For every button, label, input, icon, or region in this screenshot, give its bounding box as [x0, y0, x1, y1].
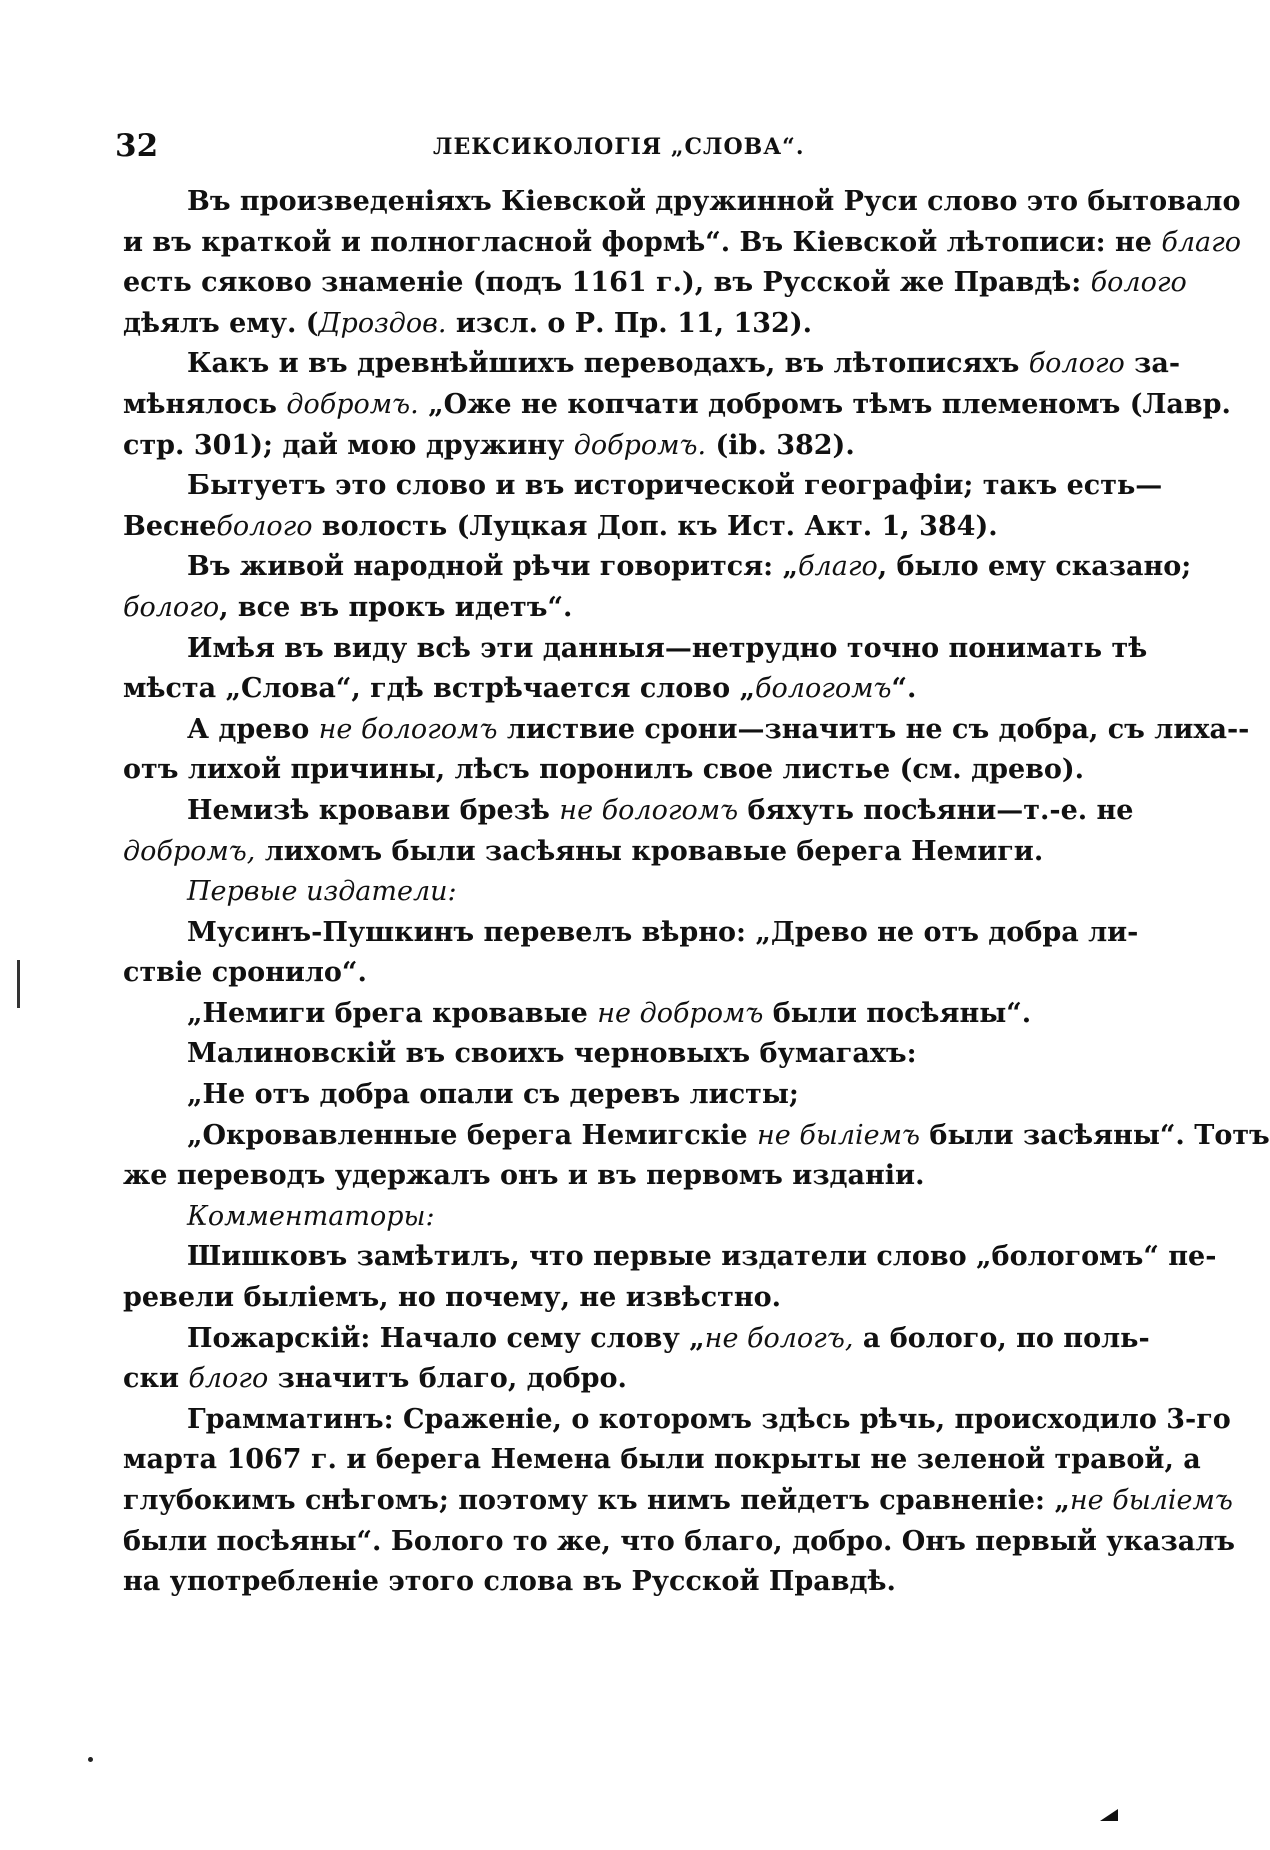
heading-commentators: [123, 1197, 1016, 1238]
text-line: мѣста „Слова“, гдѣ встрѣчается слово „бологомъ“.: [123, 673, 917, 705]
text-line: были посѣяны“. Бологo то же, что благо, добро. Онъ первый указалъ: [123, 1525, 1236, 1557]
paragraph-pozharsky: [123, 1319, 1150, 1400]
paragraph-nemiga-quote: [123, 994, 1032, 1035]
text-line: „Окровавленные берега Немигскіе не быліемъ были засѣяны“. Тотъ: [187, 1119, 1270, 1151]
text-line: Малиновскій въ своихъ черновыхъ бумагахъ:: [187, 1038, 917, 1070]
paragraph-kiev-usage: [123, 182, 1242, 344]
text-line: Грамматинъ: Сраженіе, о которомъ здѣсь рѣчь, происходило 3-го: [187, 1403, 1231, 1435]
margin-scan-mark: [17, 960, 20, 1008]
text-line: А древо не бологомъ листвие срони—значитъ не съ добра, съ лиха--: [187, 713, 1250, 745]
text-line: и въ краткой и полногласной формѣ“. Въ Кіевской лѣтописи: не благо: [123, 226, 1242, 258]
text-line: дѣялъ ему. (Дроздов. изсл. о Р. Пр. 11, 132).: [123, 307, 812, 339]
page-header: [115, 128, 1025, 168]
text-line: же переводъ удержалъ онъ и въ первомъ изданіи.: [123, 1160, 925, 1192]
paragraph-ancient-translations: [123, 344, 1231, 466]
text-line: есть сяково знаменіе (подъ 1161 г.), въ Русской же Правдѣ: бологo: [123, 267, 1187, 299]
text-line: глубокимъ снѣгомъ; поэтому къ нимъ пейдетъ сравненіе: „не быліемъ: [123, 1485, 1233, 1516]
corner-scan-mark: [1100, 1809, 1118, 1821]
page-number: 32: [115, 128, 159, 164]
text-line: на употребленіе этого слова въ Русской Правдѣ.: [123, 1566, 896, 1598]
text-line: „Не отъ добра опали съ деревъ листы;: [187, 1079, 799, 1111]
text-line: Бытуетъ это слово и въ исторической географіи; такъ есть—: [187, 470, 1163, 502]
text-line: мѣнялось добромъ. „Оже не копчати добромъ тѣмъ племеномъ (Лавр.: [123, 388, 1231, 420]
paragraph-tree-example: [123, 710, 1250, 791]
text-line: отъ лихой причины, лѣсъ поронилъ свое листье (см. древо).: [123, 754, 1085, 786]
paragraph-nemiga-example: [123, 791, 1134, 872]
section-heading: Первые издатели:: [187, 876, 457, 908]
paragraph-shishkov: [123, 1237, 1217, 1318]
text-line: Шишковъ замѣтилъ, что первые издатели слово „бологомъ“ пе-: [187, 1241, 1217, 1273]
text-line: Веснебологo волость (Луцкая Доп. къ Ист. Акт. 1, 384).: [123, 510, 998, 542]
text-line: Въ произведеніяхъ Кіевской дружинной Руси слово это бытовало: [187, 186, 1241, 217]
paragraph-understanding: [123, 629, 1148, 710]
paragraph-folk-speech: [123, 547, 1192, 628]
text-line: марта 1067 г. и берега Немена были покрыты не зеленой травой, а: [123, 1444, 1201, 1476]
text-line: добромъ, лихомъ были засѣяны кровавые берега Немиги.: [123, 835, 1044, 867]
text-line: Имѣя въ виду всѣ эти данныя—нетрудно точно понимать тѣ: [187, 632, 1148, 664]
text-line: Немизѣ кровави брезѣ не бологомъ бяхуть посѣяни—т.-е. не: [187, 794, 1134, 826]
scan-speck: [88, 1757, 93, 1762]
paragraph-geography: [123, 466, 1163, 547]
section-heading: Комментаторы:: [187, 1200, 435, 1232]
text-line: Пожарскій: Начало сему слову „не бологъ, а бологo, по поль-: [187, 1322, 1150, 1354]
text-line: стр. 301); дай мою дружину добромъ. (ib. 382).: [123, 429, 855, 461]
text-line: Какъ и въ древнѣйшихъ переводахъ, въ лѣтописяхъ бологo за-: [187, 348, 1181, 380]
paragraph-musin-pushkin: [123, 913, 1139, 994]
body-text: [123, 182, 1270, 1603]
heading-first-editors: [123, 872, 1016, 913]
running-title: ЛЕКСИКОЛОГІЯ „СЛОВА“.: [433, 134, 805, 160]
paragraph-malinovsky-quote-2: [123, 1116, 1270, 1197]
text-line: „Немиги брега кровавые не добромъ были посѣяны“.: [187, 997, 1032, 1029]
paragraph-grammatin: [123, 1400, 1236, 1603]
paragraph-malinovsky-quote-1: [123, 1075, 1016, 1116]
text-line: ревели быліемъ, но почему, не извѣстно.: [123, 1282, 782, 1314]
text-line: Въ живой народной рѣчи говорится: „благо, было ему сказано;: [187, 551, 1192, 583]
text-line: бологo, все въ прокъ идетъ“.: [123, 591, 573, 623]
text-line: Мусинъ-Пушкинъ перевелъ вѣрно: „Древо не отъ добра ли-: [187, 916, 1139, 948]
text-line: ствіе сронило“.: [123, 957, 367, 989]
paragraph-malinovsky: [123, 1034, 1016, 1075]
text-line: ски блого значитъ благо, добро.: [123, 1363, 627, 1395]
